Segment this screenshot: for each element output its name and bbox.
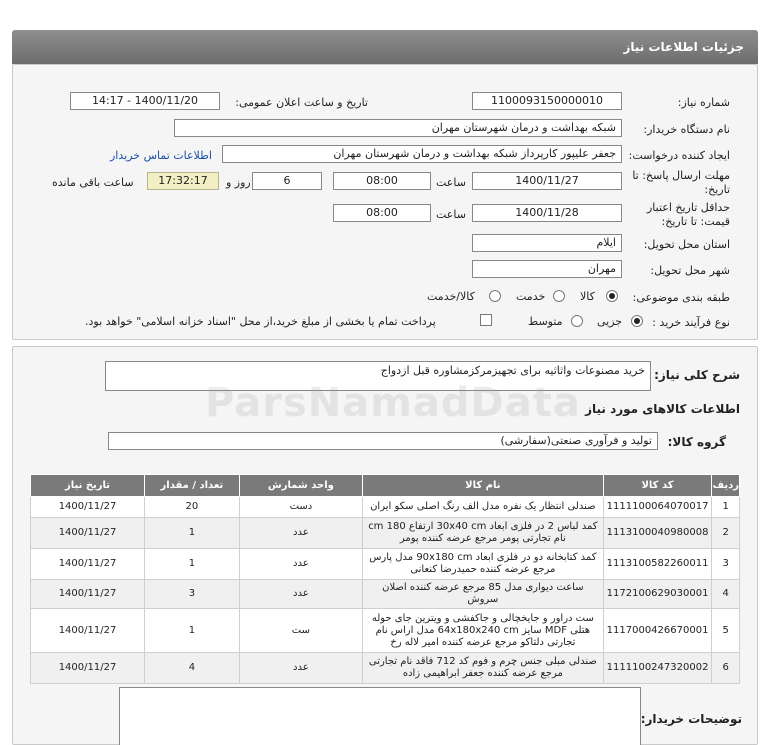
validity-time-field: 08:00 (333, 204, 431, 222)
cell-row: 3 (712, 549, 740, 580)
cell-code: 1111100064070017 (603, 497, 712, 518)
buyer-contact-link[interactable]: اطلاعات تماس خریدار (110, 149, 212, 162)
category-option-service: خدمت (516, 290, 546, 303)
cell-unit: عدد (239, 653, 362, 684)
reply-time-label: ساعت (436, 176, 466, 189)
process-option-medium: متوسط (528, 315, 563, 328)
cell-unit: دست (239, 497, 362, 518)
cell-unit: ست (239, 609, 362, 653)
cell-name: صندلی مبلی جنس چرم و فوم کد 712 فاقد نام تجارتی مرجع عرضه کننده جعفر ابراهیمی زاده (363, 653, 604, 684)
cell-row: 1 (712, 497, 740, 518)
category-option-goods-service: کالا/خدمت (427, 290, 475, 303)
page-title: جزئیات اطلاعات نیاز (623, 40, 744, 54)
cell-code: 1117000426670001 (603, 609, 712, 653)
cell-name: ست دراور و جایخچالی و جاکفشی و ویترین جای حوله هتلی MDF سایز 64x180x240 cm مدل اراس نام تجارتی دلتاکو مرجع عرضه کننده امیر لاله رخ (363, 609, 604, 653)
cell-unit: عدد (239, 580, 362, 609)
city-label: شهر محل تحویل: (650, 264, 730, 277)
cell-name: صندلی انتظار یک نفره مدل الف رنگ اصلی سکو ایران (363, 497, 604, 518)
reply-deadline-label: مهلت ارسال پاسخ: تا (632, 169, 730, 182)
table-row (31, 580, 740, 609)
goods-table (30, 474, 740, 684)
cell-qty: 4 (145, 653, 240, 684)
table-row (31, 497, 740, 518)
buyer-org-field: شبکه بهداشت و درمان شهرستان مهران (174, 119, 622, 137)
cell-qty: 1 (145, 609, 240, 653)
cell-unit: عدد (239, 518, 362, 549)
goods-info-title: اطلاعات کالاهای مورد نیاز (585, 402, 740, 416)
cell-date: 1400/11/27 (31, 549, 145, 580)
table-row (31, 653, 740, 684)
cell-code: 1113100040980008 (603, 518, 712, 549)
buyer-notes-label: توضیحات خریدار: (640, 712, 742, 726)
days-field: 6 (252, 172, 322, 190)
description-field: خرید مصنوعات واثاثیه برای تجهیزمرکزمشاوره قبل ازدواج (105, 361, 651, 391)
cell-row: 4 (712, 580, 740, 609)
reply-deadline-label-2: تاریخ: (704, 183, 730, 196)
treasury-payment-checkbox[interactable] (480, 314, 492, 326)
category-radio-service[interactable] (553, 290, 565, 302)
category-option-goods: کالا (580, 290, 595, 303)
need-number-field: 1100093150000010 (472, 92, 622, 110)
process-radio-medium[interactable] (571, 315, 583, 327)
cell-qty: 1 (145, 518, 240, 549)
cell-code: 1113100582260011 (603, 549, 712, 580)
cell-row: 5 (712, 609, 740, 653)
remaining-label: ساعت باقی مانده (52, 176, 134, 189)
cell-row: 2 (712, 518, 740, 549)
cell-name: ساعت دیواری مدل 85 مرجع عرضه کننده اصلان سروش (363, 580, 604, 609)
col-date: تاریخ نیاز (31, 475, 145, 497)
category-radio-goods-service[interactable] (489, 290, 501, 302)
goods-group-label: گروه کالا: (667, 435, 726, 449)
category-label: طبقه بندی موضوعی: (632, 291, 730, 304)
cell-date: 1400/11/27 (31, 609, 145, 653)
cell-code: 1172100629030001 (603, 580, 712, 609)
validity-time-label: ساعت (436, 208, 466, 221)
table-row (31, 549, 740, 580)
category-radio-goods[interactable] (606, 290, 618, 302)
validity-label: حداقل تاریخ اعتبار (646, 201, 730, 214)
payment-note: پرداخت تمام یا بخشی از مبلغ خرید،از محل "اسناد خزانه اسلامی" خواهد بود. (85, 315, 436, 328)
process-option-minor: جزیی (597, 315, 623, 328)
remaining-time-field: 17:32:17 (147, 172, 219, 190)
cell-date: 1400/11/27 (31, 497, 145, 518)
page-header (12, 30, 758, 64)
process-radio-minor[interactable] (631, 315, 643, 327)
col-code: کد کالا (603, 475, 712, 497)
announce-date-label: تاریخ و ساعت اعلان عمومی: (235, 96, 368, 109)
cell-date: 1400/11/27 (31, 580, 145, 609)
province-field: ایلام (472, 234, 622, 252)
cell-qty: 1 (145, 549, 240, 580)
day-and-label: روز و (226, 176, 251, 189)
need-number-label: شماره نیاز: (677, 96, 730, 109)
cell-date: 1400/11/27 (31, 518, 145, 549)
cell-unit: عدد (239, 549, 362, 580)
validity-label-2: قیمت: تا تاریخ: (661, 215, 730, 228)
creator-field: جعفر علیپور کارپرداز شبکه بهداشت و درمان شهرستان مهران (222, 145, 622, 163)
reply-time-field: 08:00 (333, 172, 431, 190)
cell-qty: 20 (145, 497, 240, 518)
description-label: شرح کلی نیاز: (654, 368, 740, 382)
goods-group-field: تولید و فرآوری صنعتی(سفارشی) (108, 432, 658, 450)
col-qty: تعداد / مقدار (145, 475, 240, 497)
col-unit: واحد شمارش (239, 475, 362, 497)
table-header-row (31, 475, 740, 497)
cell-date: 1400/11/27 (31, 653, 145, 684)
city-field: مهران (472, 260, 622, 278)
province-label: استان محل تحویل: (643, 238, 730, 251)
process-label: نوع فرآیند خرید : (652, 316, 730, 329)
reply-date-field: 1400/11/27 (472, 172, 622, 190)
buyer-org-label: نام دستگاه خریدار: (643, 123, 730, 136)
cell-name: کمد کتابخانه دو در فلزی ابعاد 90x180 cm مدل پارس مرجع عرضه کننده حمیدرضا کنعانی (363, 549, 604, 580)
validity-date-field: 1400/11/28 (472, 204, 622, 222)
cell-name: کمد لباس 2 در فلزی ابعاد 30x40 cm ارتفاع 180 cm نام تجارتی پومر مرجع عرضه کننده پومر (363, 518, 604, 549)
col-row: ردیف (712, 475, 740, 497)
cell-code: 1111100247320002 (603, 653, 712, 684)
announce-date-field: 1400/11/20 - 14:17 (70, 92, 220, 110)
cell-row: 6 (712, 653, 740, 684)
cell-qty: 3 (145, 580, 240, 609)
table-row (31, 609, 740, 653)
creator-label: ایجاد کننده درخواست: (628, 149, 730, 162)
table-row (31, 518, 740, 549)
buyer-notes-field (119, 687, 641, 745)
col-name: نام کالا (363, 475, 604, 497)
